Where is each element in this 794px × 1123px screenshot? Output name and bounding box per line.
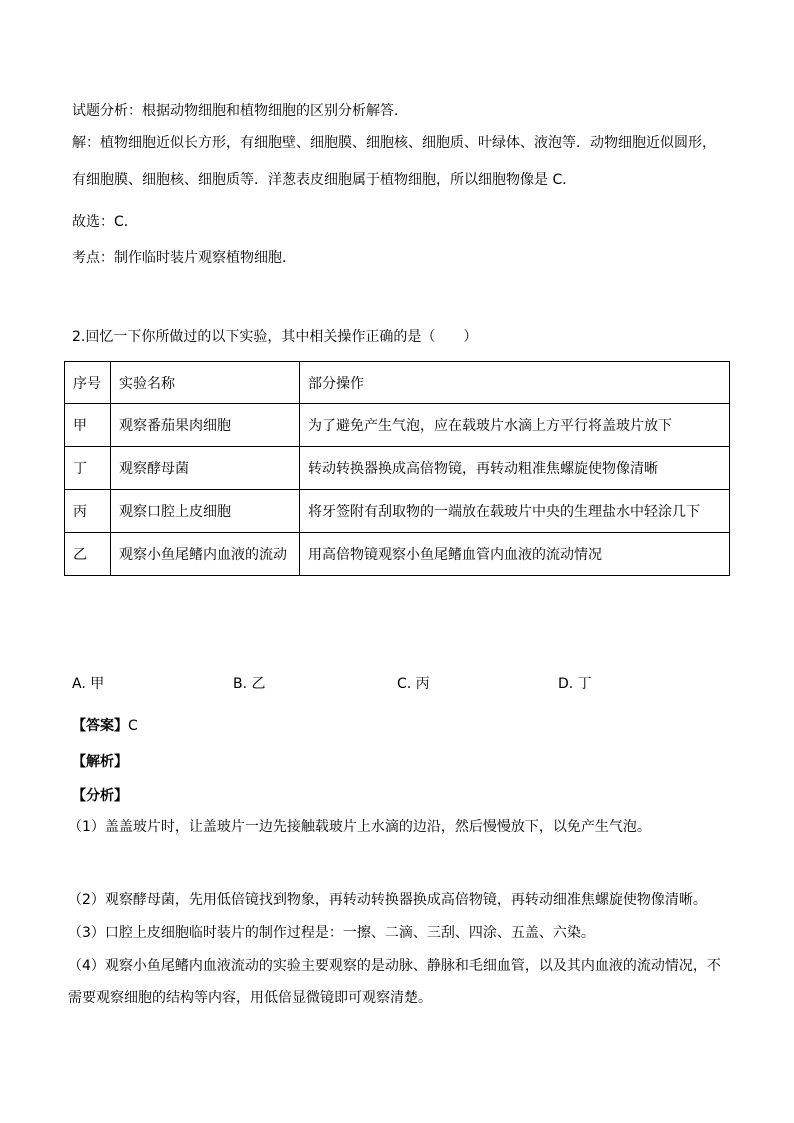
question-stem: 2.回忆一下你所做过的以下实验，其中相关操作正确的是（ ） — [72, 329, 478, 345]
analysis-line-4: 故选：C． — [72, 214, 138, 230]
table-cell: 观察口腔上皮细胞 — [111, 490, 300, 533]
analysis-line-2: 解：植物细胞近似长方形，有细胞壁、细胞膜、细胞核、细胞质、叶绿体、液泡等．动物细胞近似圆形， — [72, 135, 716, 151]
table-header-cell: 序号 — [65, 362, 111, 404]
analysis-line-1: 试题分析：根据动物细胞和植物细胞的区别分析解答． — [72, 103, 408, 119]
table-cell: 用高倍物镜观察小鱼尾鳍血管内血液的流动情况 — [300, 533, 730, 576]
table-cell: 观察番茄果肉细胞 — [111, 404, 300, 447]
experiment-table — [64, 361, 730, 576]
explanation-paragraph-1: （1）盖盖玻片时，让盖玻片一边先接触载玻片上水滴的边沿，然后慢慢放下，以免产生气泡。 — [68, 819, 651, 835]
table-row — [65, 533, 730, 576]
option-c: C. 丙 — [397, 676, 430, 692]
table-cell: 甲 — [65, 404, 111, 447]
table-cell: 乙 — [65, 533, 111, 576]
table-cell: 丙 — [65, 490, 111, 533]
table-row — [65, 490, 730, 533]
explanation-paragraph-4a: （4）观察小鱼尾鳍内血液流动的实验主要观察的是动脉、静脉和毛细血管，以及其内血液的流动情况，不 — [68, 958, 721, 974]
table-cell: 丁 — [65, 447, 111, 490]
table-row — [65, 404, 730, 447]
explanation-paragraph-2: （2）观察酵母菌，先用低倍镜找到物象，再转动转换器换成高倍物镜，再转动细准焦螺旋使物像清晰。 — [68, 892, 707, 908]
analysis-label: 【分析】 — [72, 788, 128, 804]
table-cell: 观察小鱼尾鳍内血液的流动 — [111, 533, 300, 576]
table-header-cell: 部分操作 — [300, 362, 730, 404]
option-d: D. 丁 — [558, 676, 592, 692]
option-b: B. 乙 — [233, 676, 266, 692]
explanation-label: 【解析】 — [72, 754, 128, 770]
explanation-paragraph-3: （3）口腔上皮细胞临时装片的制作过程是：一擦、二滴、三刮、四涂、五盖、六染。 — [68, 925, 595, 941]
table-cell: 观察酵母菌 — [111, 447, 300, 490]
analysis-line-5: 考点：制作临时装片观察植物细胞． — [72, 250, 296, 266]
table-cell: 为了避免产生气泡，应在载玻片水滴上方平行将盖玻片放下 — [300, 404, 730, 447]
answer-line — [72, 716, 138, 736]
table-header-cell: 实验名称 — [111, 362, 300, 404]
table-header-row — [65, 362, 730, 404]
table-cell: 将牙签附有刮取物的一端放在载玻片中央的生理盐水中轻涂几下 — [300, 490, 730, 533]
analysis-line-3: 有细胞膜、细胞核、细胞质等．洋葱表皮细胞属于植物细胞，所以细胞物像是 C． — [72, 172, 577, 188]
explanation-paragraph-4b: 需要观察细胞的结构等内容，用低倍显微镜即可观察清楚。 — [68, 990, 432, 1006]
table-row — [65, 447, 730, 490]
answer-label: 【答案】 — [72, 718, 128, 734]
answer-value: C — [128, 718, 138, 734]
table-cell: 转动转换器换成高倍物镜，再转动粗准焦螺旋使物像清晰 — [300, 447, 730, 490]
option-a: A. 甲 — [72, 676, 105, 692]
